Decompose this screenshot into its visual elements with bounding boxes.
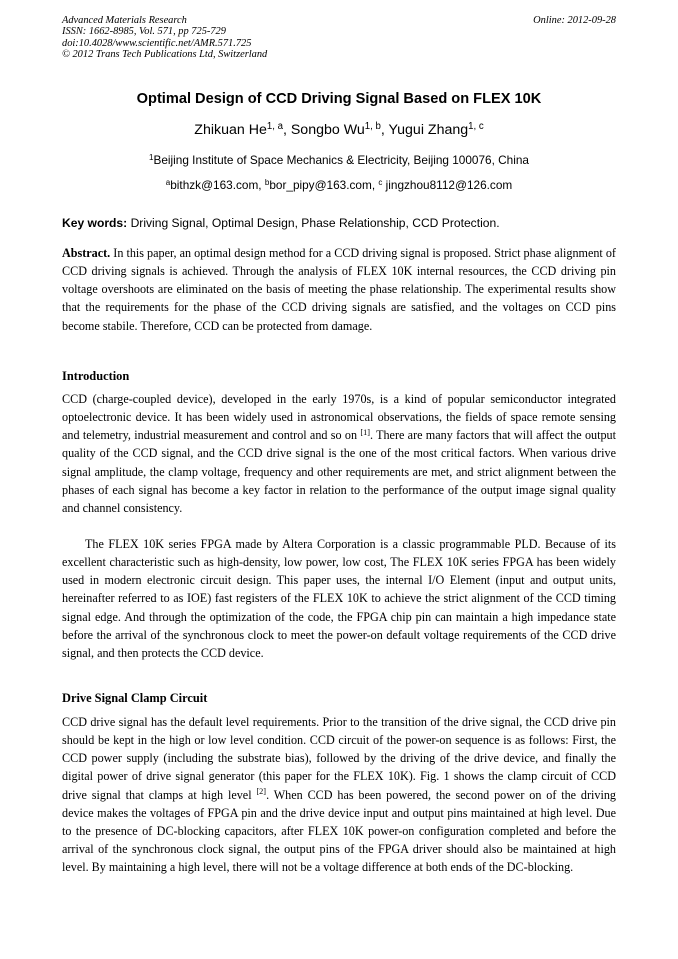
journal-name: Advanced Materials Research: [62, 15, 187, 26]
section-heading-introduction: Introduction: [62, 369, 130, 383]
paragraph-text: . When CCD has been powered, the second power on of the driving device makes the voltages of FPGA pin and the drive device input and output pins maintained at high level. Due to the presence of DC-blocking capacitors, after FLEX 10K power-on configuration completed and before the arrival of the synchronous clock signal, the output pins of the FPGA driver should also be maintained at high level. By maintaining a high level, there will not be a voltage difference at both ends of the DC-blocking.: [62, 787, 616, 875]
author-name: Zhikuan He: [194, 122, 267, 138]
paper-title: Optimal Design of CCD Driving Signal Based on FLEX 10K: [136, 91, 542, 107]
paragraph-text: CCD (charge-coupled device), developed in the early 1970s, is a kind of popular semiconductor integrated optoelectronic device. It has been widely used in astronomical observations, the fields of space remote sensing and telemetry, industrial measurement and control and so on: [62, 392, 616, 443]
journal-issn: ISSN: 1662-8985, Vol. 571, pp 725-729: [62, 26, 226, 38]
section-heading-drive-signal: Drive Signal Clamp Circuit: [62, 691, 208, 705]
journal-copyright: © 2012 Trans Tech Publications Ltd, Switzerland: [62, 49, 268, 61]
citation-ref: [2]: [256, 787, 267, 797]
author-name: Yugui Zhang: [388, 122, 469, 138]
author-sup: 1, b: [364, 120, 381, 132]
affiliation: [62, 152, 616, 168]
email-list: $^a$bithzk@163.com, $^b$bor_pipy@163.com, $^c$ jingzhou8112@126.com: [165, 177, 513, 192]
paragraph-text: CCD drive signal has the default level requirements. Prior to the transition of the drive signal, the CCD drive pin should be kept in the high or low level condition. CCD circuit of the power-on sequence is as follows: First, the CCD power supply (including the substrate bias), followed by the driving of the drive device, and finally the digital power of drive signal generator (this paper for the FLEX 10K). Fig. 1 shows the clamp circuit of CCD drive signal that clamps at high level: [62, 715, 616, 802]
email-address: bithzk@163.com: [170, 178, 259, 192]
author-name: Songbo Wu: [290, 122, 365, 138]
online-date: Online: 2012-09-28: [533, 15, 616, 26]
citation-ref: [1]: [360, 427, 370, 437]
journal-header: [62, 15, 616, 61]
email-address: bor_pipy@163.com: [269, 178, 372, 192]
introduction-paragraph-2: The FLEX 10K series FPGA made by Altera Corporation is a classic programmable PLD. Because of its excellent characteristic such as high-density, low power, low cost, The FLEX 10K series FPGA has been widely used in modern electronic circuit design. This paper uses, the internal I/O Element (input and output units, hereinafter referred to as IOE) fast registers of the FLEX 10K to achieve the strict alignment of the CCD timing signal edge. And through the optimization of the code, the FPGA chip pin can maintain a high impedance state before the arrival of the synchronous clock to meet the power-on default voltage requirements of the CCD drive signal, and then protects the CCD device.: [62, 537, 616, 660]
introduction-paragraph-1: [62, 390, 616, 517]
keywords-label: Key words:: [62, 216, 128, 230]
keywords-text: Driving Signal, Optimal Design, Phase Relationship, CCD Protection.: [130, 216, 500, 230]
author-list: Zhikuan He$^{1, a}$, Songbo Wu$^{1, b}$, Yugui Zhang$^{1, c}$: [194, 120, 484, 138]
abstract-label: Abstract.: [62, 246, 111, 260]
email-sup: a: [165, 177, 171, 187]
email-sup: c: [378, 177, 383, 187]
keywords: [62, 215, 616, 231]
email-sup: b: [264, 177, 270, 187]
author-sup: 1, a: [266, 120, 283, 132]
paragraph-text: . There are many factors that will affect the output quality of the CCD signal, and the CCD drive signal is the one of the most critical factors. When various drive signal amplitude, the clamp voltage, frequency and other requirements are met, and strict alignment between the phases of each signal has become a key factor in relation to the performance of the output image signal quality and channel consistency.: [62, 428, 616, 515]
author-sup: 1, c: [468, 120, 484, 132]
journal-doi: doi:10.4028/www.scientific.net/AMR.571.725: [62, 37, 252, 49]
email-address: jingzhou8112@126.com: [385, 178, 513, 192]
drive-signal-paragraph-1: [62, 713, 616, 876]
abstract: [62, 244, 616, 335]
affiliation-text: Beijing Institute of Space Mechanics & Electricity, Beijing 100076, China: [153, 153, 529, 167]
abstract-text: In this paper, an optimal design method for a CCD driving signal is proposed. Strict phase alignment of CCD driving signals is achieved. Through the analysis of FLEX 10K internal resources, the CCD driving pin voltage overshoots are eliminated on the basis of meeting the phase relationship. The experimental results show that the requirements for the phase of the CCD driving signals are satisfied, and the voltages on CCD pins become stabile. Therefore, CCD can be protected from damage.: [62, 246, 616, 333]
affiliation-sup: 1: [149, 152, 154, 162]
